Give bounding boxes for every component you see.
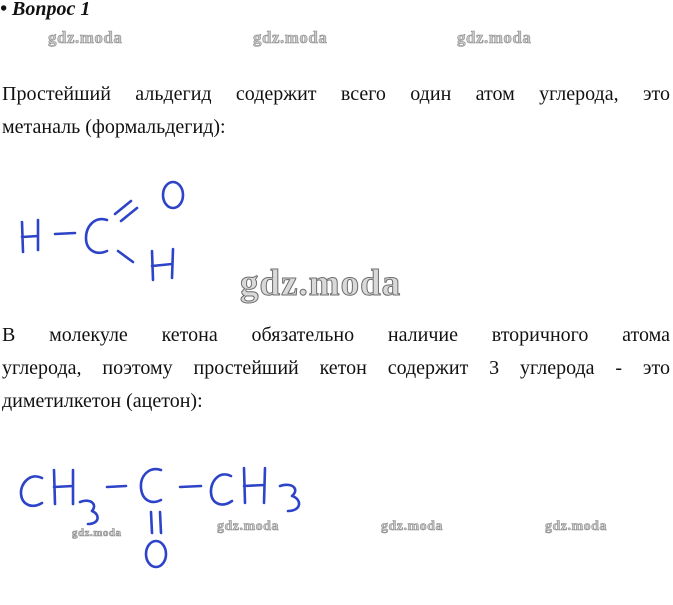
ketone-sub-right-glyph bbox=[280, 485, 299, 511]
watermark-bottom-3: gdz.moda bbox=[545, 519, 607, 534]
ketone-dash-left bbox=[107, 486, 126, 487]
aldehyde-double-bond bbox=[115, 201, 137, 221]
watermark-bottom-1: gdz.moda bbox=[217, 519, 279, 534]
watermark-top-3: gdz.moda bbox=[457, 28, 532, 47]
watermark-bottom-small: gdz.moda bbox=[72, 527, 122, 539]
watermark-bottom-2: gdz.moda bbox=[381, 519, 443, 534]
aldehyde-o-glyph bbox=[163, 182, 183, 208]
question-heading: • Вопрос 1 bbox=[0, 0, 91, 20]
ketone-dash-right bbox=[180, 486, 201, 487]
aldehyde-c-glyph bbox=[86, 219, 107, 253]
ketone-c-left-glyph bbox=[21, 476, 42, 505]
paragraph-ketone-line-2: углерода, поэтому простейший кетон содержит 3 углерода - это bbox=[2, 357, 670, 379]
paragraph-aldehyde-line-1: Простейший альдегид содержит всего один атом углерода, это bbox=[2, 83, 670, 105]
ketone-h-left-glyph bbox=[54, 470, 73, 504]
ketone-c-right-glyph bbox=[211, 474, 232, 504]
paragraph-ketone bbox=[2, 319, 670, 418]
paragraph-ketone-line-1: В молекуле кетона обязательно наличие вторичного атома bbox=[2, 324, 670, 346]
watermark-top-1: gdz.moda bbox=[48, 28, 123, 47]
ketone-c-center-glyph bbox=[141, 469, 161, 502]
watermark-top-2: gdz.moda bbox=[253, 28, 328, 47]
ketone-double-bond bbox=[151, 512, 161, 533]
ketone-h-right-glyph bbox=[244, 468, 265, 503]
paragraph-aldehyde-line-2: метаналь (формальдегид): bbox=[2, 116, 226, 138]
ketone-o-glyph bbox=[146, 541, 166, 567]
paragraph-ketone-line-3: диметилкетон (ацетон): bbox=[2, 390, 203, 412]
ketone-sub-left-glyph bbox=[80, 501, 98, 524]
watermark-center: gdz.moda bbox=[240, 263, 402, 304]
aldehyde-dash-glyph bbox=[55, 233, 75, 234]
aldehyde-h-left-glyph bbox=[22, 220, 38, 252]
aldehyde-h-bottom-glyph bbox=[152, 249, 173, 280]
aldehyde-single-bond bbox=[118, 251, 133, 262]
